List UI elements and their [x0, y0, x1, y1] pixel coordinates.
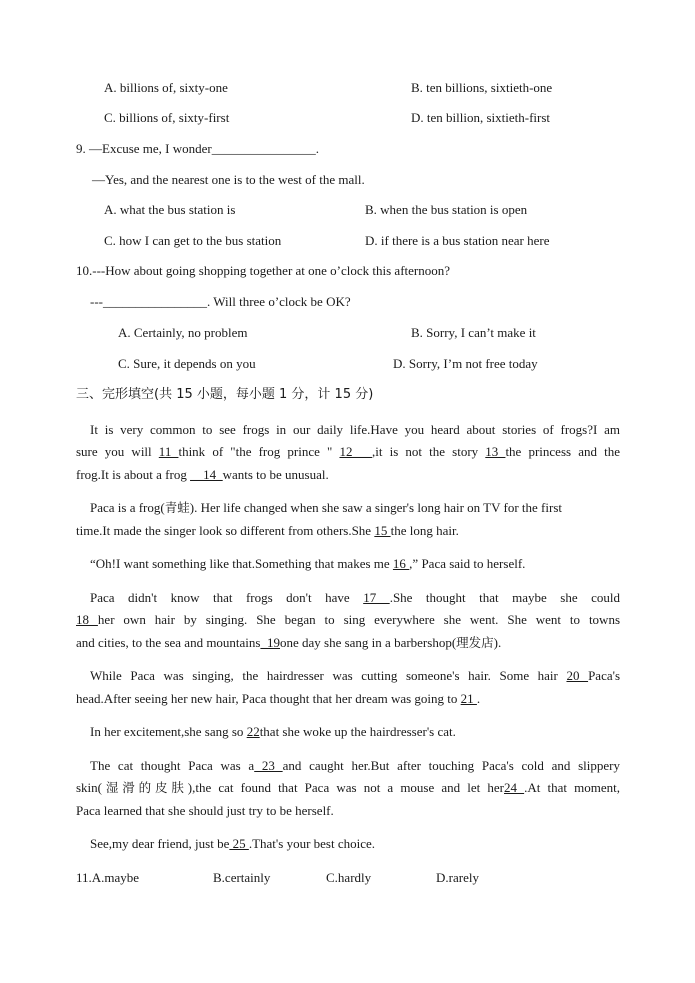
- q9-option-a: A. what the bus station is: [104, 202, 236, 217]
- passage-p1-line1: It is very common to see frogs in our daily life.Have you heard about stories of frogs?I am: [90, 422, 620, 437]
- passage-p6: In her excitement,she sang so 22that she woke up the hairdresser's cat.: [90, 724, 456, 739]
- q8-option-c: C. billions of, sixty-first: [104, 110, 230, 125]
- blank-18: 18: [76, 612, 98, 627]
- passage-p5-line2: head.After seeing her new hair, Paca thought that her dream was going to 21 .: [76, 691, 481, 706]
- passage-p8: See,my dear friend, just be 25 .That's your best choice.: [90, 836, 376, 851]
- passage-p2-line2: time.It made the singer look so different from others.She 15 the long hair.: [76, 523, 459, 538]
- q10-option-c: C. Sure, it depends on you: [118, 356, 256, 371]
- passage-p1-line3: frog.It is about a frog __14_wants to be unusual.: [76, 467, 329, 482]
- blank-17: 17: [363, 590, 390, 605]
- blank-12: 12___: [339, 444, 372, 459]
- q10-stem: 10.---How about going shopping together at one o’clock this afternoon?: [76, 263, 451, 278]
- q11-option-a: 11.A.maybe: [76, 870, 140, 885]
- q10-option-a: A. Certainly, no problem: [118, 325, 248, 340]
- q10-option-d: D. Sorry, I’m not free today: [393, 356, 538, 371]
- passage-p2-line1: Paca is a frog(青蛙). Her life changed when she saw a singer's long hair on TV for the first: [90, 500, 562, 515]
- passage-p5-line1: While Paca was singing, the hairdresser was cutting someone's hair. Some hair 20 Paca's: [90, 668, 621, 683]
- blank-19: _19: [260, 635, 280, 650]
- blank-11: 11: [158, 444, 179, 459]
- passage-p1-line2: sure you will 11 think of "the frog prince " 12___,it is not the story 13 the princess and the: [76, 444, 620, 459]
- q9-stem: 9. —Excuse me, I wonder________________.: [76, 141, 319, 156]
- passage-p7-line3: Paca learned that she should just try to be herself.: [76, 803, 334, 818]
- passage-p4-line3: and cities, to the sea and mountains_19one day she sang in a barbershop(理发店).: [76, 635, 502, 650]
- q11-option-c: C.hardly: [326, 870, 372, 885]
- q9-option-c: C. how I can get to the bus station: [104, 233, 282, 248]
- q8-option-b: B. ten billions, sixtieth-one: [411, 80, 553, 95]
- passage-p3: “Oh!I want something like that.Something that makes me 16 ,” Paca said to herself.: [90, 556, 526, 571]
- q9-option-b: B. when the bus station is open: [365, 202, 528, 217]
- passage-p7-line1: The cat thought Paca was a 23 and caught her.But after touching Paca's cold and slippery: [90, 758, 620, 773]
- section-heading: 三、完形填空(共 15 小题，每小题 1 分，计 15 分): [76, 387, 374, 402]
- q11-option-d: D.rarely: [436, 870, 479, 885]
- passage-p4-line2: 18 her own hair by singing. She began to sing everywhere she went. She went to towns: [76, 612, 621, 627]
- q10-option-b: B. Sorry, I can’t make it: [411, 325, 536, 340]
- blank-23: 23: [254, 758, 283, 773]
- blank-22: 22: [246, 724, 260, 739]
- blank-15: 15: [374, 523, 391, 538]
- q8-option-d: D. ten billion, sixtieth-first: [411, 110, 551, 125]
- blank-16: 16: [392, 556, 410, 571]
- blank-14: __14_: [190, 467, 223, 482]
- q8-option-a: A. billions of, sixty-one: [104, 80, 228, 95]
- blank-21: 21: [460, 691, 477, 706]
- q11-option-b: B.certainly: [213, 870, 271, 885]
- q10-reply: ---________________. Will three o’clock be OK?: [90, 294, 351, 309]
- q9-reply: —Yes, and the nearest one is to the west of the mall.: [92, 172, 365, 187]
- q9-option-d: D. if there is a bus station near here: [365, 233, 550, 248]
- blank-13: 13: [485, 444, 506, 459]
- blank-20: 20: [566, 668, 589, 683]
- passage-p7-line2: skin(湿滑的皮肤),the cat found that Paca was not a mouse and let her24 .At that moment,: [76, 780, 620, 795]
- blank-24: 24: [504, 780, 525, 795]
- passage-p4-line1: Paca didn't know that frogs don't have 17 .She thought that maybe she could: [90, 590, 620, 605]
- blank-25: 25: [229, 836, 249, 851]
